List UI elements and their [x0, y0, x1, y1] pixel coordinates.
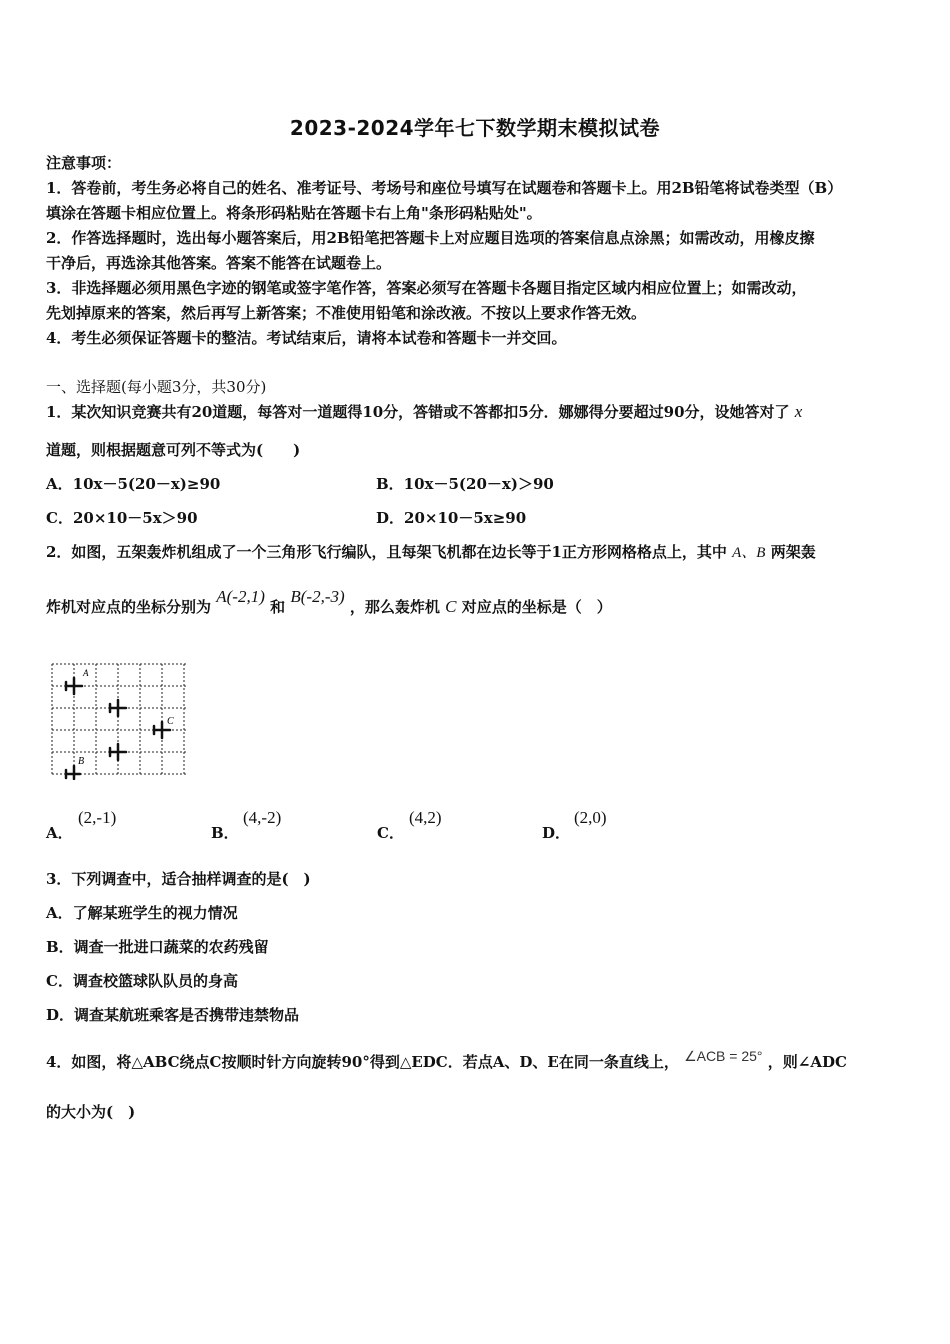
q3-stem: 3．下列调查中，适合抽样调查的是( ): [46, 870, 311, 888]
notice-line: 3．非选择题必须用黑色字迹的钢笔或签字笔作答，答案必须写在答题卡各题目指定区域内相应位置上；如需改动，: [46, 279, 807, 297]
formation-grid-figure: [46, 658, 191, 780]
q1-option-b[interactable]: B．10x－5(20－x)＞90: [376, 475, 554, 493]
q3-option-c[interactable]: C．调查校篮球队队员的身高: [46, 972, 238, 990]
q2-stem-text3: ，那么轰炸机: [349, 598, 440, 616]
q2-option-c[interactable]: C．: [377, 824, 404, 842]
q3-option-b[interactable]: B．调查一批进口蔬菜的农药残留: [46, 938, 269, 956]
q2-option-b-value: (4,-2): [243, 808, 282, 827]
q1-stem-cont: 道题，则根据题意可列不等式为( ): [46, 441, 301, 459]
q3-option-a[interactable]: A．了解某班学生的视力情况: [46, 904, 238, 922]
notice-line: 4．考生必须保证答题卡的整洁。考试结束后，请将本试卷和答题卡一并交回。: [46, 329, 567, 347]
q2-stem-text2: 炸机对应点的坐标分别为: [46, 598, 212, 616]
notice-line: 1．答卷前，考生务必将自己的姓名、准考证号、考场号和座位号填写在试题卷和答题卡上。用2B铅笔将试卷类型（B）: [46, 179, 843, 197]
q2-option-a-value: (2,-1): [78, 808, 117, 827]
section-heading: 一、选择题(每小题3分，共30分): [46, 378, 267, 396]
q4-stem-cont: 的大小为( ): [46, 1103, 136, 1121]
q2-and: 和: [270, 598, 286, 616]
q4-stem-end: ，则∠ADC: [767, 1053, 847, 1071]
label-a: A: [83, 668, 89, 678]
q2-option-c-value: (4,2): [409, 808, 442, 827]
notice-line: 填涂在答题卡相应位置上。将条形码粘贴在答题卡右上角"条形码粘贴处"。: [46, 204, 542, 222]
q2-option-d-value: (2,0): [574, 808, 607, 827]
q2-option-a[interactable]: A．: [46, 824, 73, 842]
label-b: B: [78, 756, 85, 767]
page-title: 2023-2024学年七下数学期末模拟试卷: [289, 116, 661, 140]
plane-icon: [110, 700, 126, 716]
q1-option-d[interactable]: D．20×10－5x≥90: [376, 509, 527, 527]
q2-coord-a: A(-2,1): [216, 587, 265, 606]
label-c: C: [167, 716, 174, 727]
plane-icon: [66, 678, 82, 694]
q4-angle: ∠ACB = 25°: [684, 1048, 763, 1064]
notice-heading: 注意事项：: [46, 154, 122, 172]
q2-stem-text4: 对应点的坐标是（ ）: [461, 598, 612, 616]
q4-stem: [46, 1048, 908, 1072]
q2-stem-text: 2．如图，五架轰炸机组成了一个三角形飞行编队，且每架飞机都在边长等于1正方形网格格点上，其中: [46, 543, 727, 561]
notice-line: 干净后，再选涂其他答案。答案不能答在试题卷上。: [46, 254, 392, 272]
notice-line: 先划掉原来的答案，然后再写上新答案；不准使用铅笔和涂改液。不按以上要求作答无效。: [46, 304, 647, 322]
q2-stem-line2: [46, 587, 908, 617]
q2-c-label: C: [445, 597, 457, 616]
q4-stem-text: 4．如图，将△ABC绕点C按顺时针方向旋转90°得到△EDC．若点A、D、E在同一条直线上，: [46, 1053, 679, 1071]
q2-stem: [46, 541, 908, 562]
q2-coord-b: B(-2,-3): [290, 587, 345, 606]
q3-option-d[interactable]: D．调查某航班乘客是否携带违禁物品: [46, 1006, 300, 1024]
q2-option-b[interactable]: B．: [211, 824, 239, 842]
q1-option-c[interactable]: C．20×10－5x＞90: [46, 509, 198, 527]
q1-stem-text: 1．某次知识竞赛共有20道题，每答对一道题得10分，答错或不答都扣5分．娜娜得分要超过90分，设她答对了: [46, 403, 790, 421]
q1-variable: x: [794, 402, 803, 421]
plane-icon: [110, 744, 126, 760]
q2-option-d[interactable]: D．: [542, 824, 571, 842]
plane-icon: [66, 766, 80, 779]
q2-stem-end: 两架轰: [770, 543, 816, 561]
q1-option-a[interactable]: A．10x－5(20－x)≥90: [46, 475, 221, 493]
q1-stem: [46, 401, 908, 422]
notice-line: 2．作答选择题时，选出每小题答案后，用2B铅笔把答题卡上对应题目选项的答案信息点涂黑；如需改动，用橡皮擦: [46, 229, 815, 247]
q2-ab-label: A、B: [732, 545, 766, 561]
